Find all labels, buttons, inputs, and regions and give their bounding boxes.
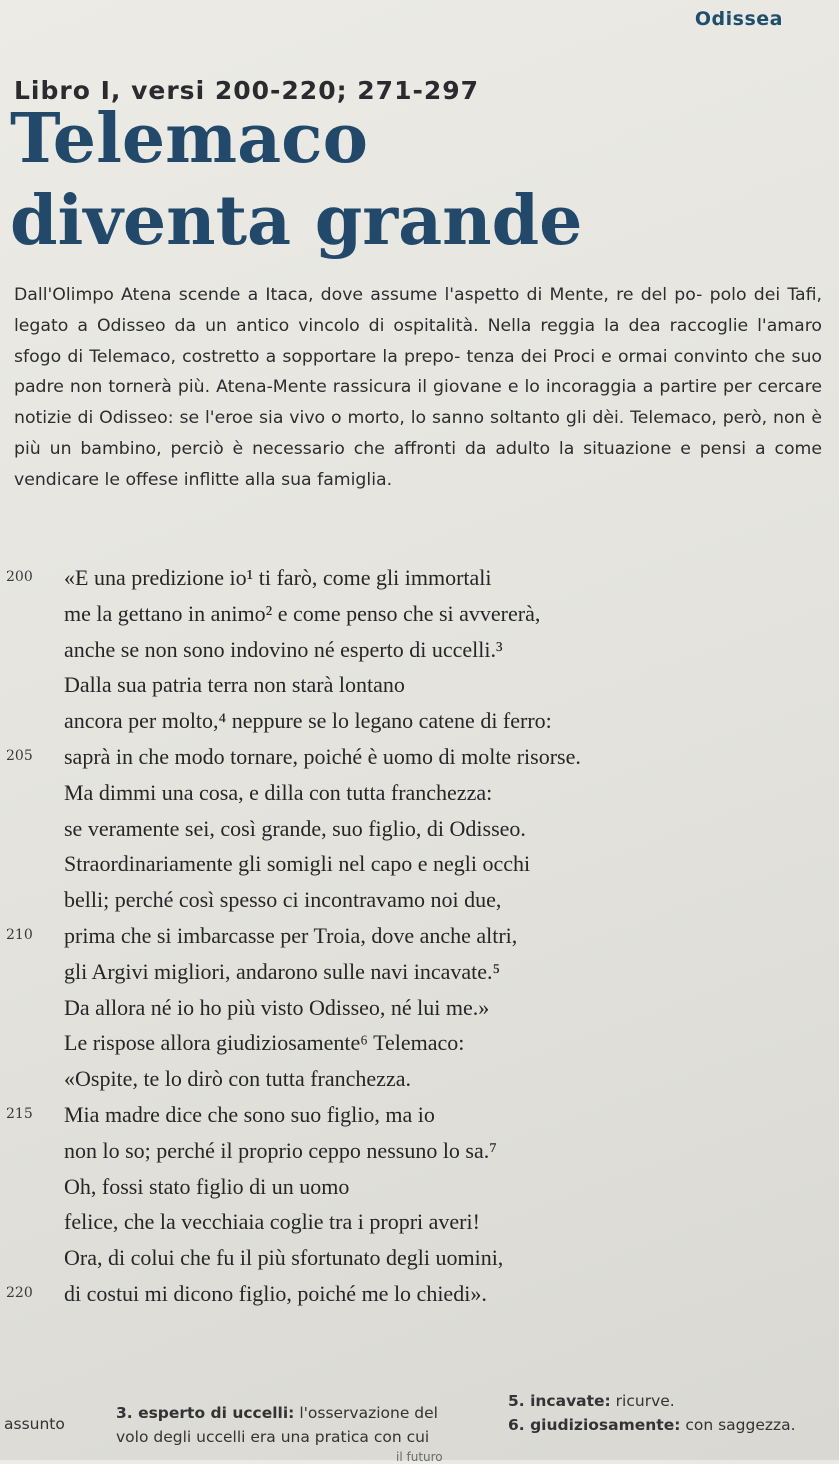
intro-line: se l'eroe sia vivo o morto, lo sanno soltanto gli dèi. Telemaco, però, non è più <box>14 408 822 459</box>
verse-text: Ma dimmi una cosa, e dilla con tutta franchezza: <box>64 779 493 805</box>
intro-line: un bambino, perciò è necessario che affronti da adulto la situazione e pensi a <box>49 438 766 459</box>
verse-line <box>0 1204 839 1240</box>
verse-text: saprà in che modo tornare, poiché è uomo di molte risorse. <box>64 743 581 769</box>
verse-text: Straordinariamente gli somigli nel capo e negli occhi <box>64 851 531 877</box>
verse-line <box>0 596 839 632</box>
verse-line <box>0 667 839 703</box>
verse-text: di costui mi dicono figlio, poiché me lo chiedi». <box>64 1280 487 1306</box>
verse-number: 220 <box>6 1284 33 1301</box>
footnote-6-text: con saggezza. <box>680 1416 796 1434</box>
footnotes <box>0 1388 839 1464</box>
footnote-3-line-2: volo degli uccelli era una pratica con cui <box>116 1428 430 1446</box>
footnote-5-text: ricurve. <box>610 1392 675 1410</box>
intro-paragraph <box>14 280 822 496</box>
verse-line <box>0 1097 839 1133</box>
verse-line <box>0 846 839 882</box>
verse-text: gli Argivi migliori, andarono sulle navi incavate.⁵ <box>64 958 501 984</box>
verse-text: se veramente sei, così grande, suo figlio, di Odisseo. <box>64 815 526 841</box>
footnote-3-line-3: il futuro <box>396 1450 443 1464</box>
verse-text: Dalla sua patria terra non starà lontano <box>64 672 405 698</box>
verse-line <box>0 560 839 596</box>
verse-line <box>0 1025 839 1061</box>
verse-line <box>0 1240 839 1276</box>
verse-number: 200 <box>6 569 33 585</box>
verse-line <box>0 632 839 668</box>
verse-text: Ora, di colui che fu il più sfortunato degli uomini, <box>64 1245 504 1271</box>
page-title <box>10 98 582 262</box>
verse-number: 205 <box>6 747 33 764</box>
verse-text: Da allora né io ho più visto Odisseo, né lui me.» <box>64 994 490 1020</box>
verse-list <box>0 560 839 1312</box>
verse-line <box>0 1061 839 1097</box>
verse-number: 215 <box>6 1105 33 1122</box>
verse-text: Mia madre dice che sono suo figlio, ma io <box>64 1101 435 1127</box>
intro-line: rassicura il giovane e lo incoraggia a partire per cercare notizie di Odisseo: <box>14 377 823 429</box>
verse-line <box>0 1169 839 1205</box>
footnote-6 <box>508 1416 796 1434</box>
footnote-5-term: 5. incavate: <box>508 1392 611 1410</box>
verse-number: 210 <box>6 926 33 943</box>
verse-line <box>0 918 839 954</box>
verse-line <box>0 954 839 990</box>
verse-text: «E una predizione io¹ ti farò, come gli immortali <box>64 565 492 590</box>
footnote-6-term: 6. giudiziosamente: <box>508 1416 681 1434</box>
intro-line: la dea raccoglie l'amaro sfogo di Telemaco, costretto a sopportare la prepo- <box>14 315 822 367</box>
verse-line <box>0 703 839 739</box>
verse-text: non lo so; perché il proprio ceppo nessuno lo sa.⁷ <box>64 1137 497 1163</box>
verse-line <box>0 1133 839 1169</box>
verse-line <box>0 990 839 1026</box>
verse-line <box>0 775 839 811</box>
footnote-2-tail: assunto <box>4 1415 65 1433</box>
intro-line: Dall'Olimpo Atena scende a Itaca, dove assume l'aspetto di Mente, re del po- <box>14 285 703 305</box>
footnote-3-text: l'osservazione del <box>294 1404 438 1422</box>
verse-text: Oh, fossi stato figlio di un uomo <box>64 1173 350 1199</box>
title-line-1: Telemaco <box>10 99 368 179</box>
verse-line <box>0 1276 839 1312</box>
verse-text: Le rispose allora giudiziosamente⁶ Telemaco: <box>64 1030 465 1056</box>
intro-line: come vendicare le offese inflitte alla sua famiglia. <box>14 438 822 490</box>
verse-line <box>0 811 839 847</box>
verse-text: anche se non sono indovino né esperto di uccelli.³ <box>64 636 503 662</box>
verse-text: me la gettano in animo² e come penso che si avvererà, <box>64 600 541 626</box>
verse-text: prima che si imbarcasse per Troia, dove anche altri, <box>64 922 518 948</box>
intro-line: polo dei Tafi, legato a Odisseo da un antico vincolo di ospitalità. Nella reggia <box>14 285 823 336</box>
verse-text: ancora per molto,⁴ neppure se lo legano catene di ferro: <box>64 708 552 734</box>
footnote-3-term: 3. esperto di uccelli: <box>116 1404 295 1422</box>
running-head: Odissea <box>694 8 783 30</box>
footnote-3 <box>116 1404 438 1422</box>
verse-line <box>0 882 839 918</box>
intro-line: tenza dei Proci e ormai convinto che suo padre non tornerà più. Atena-Mente <box>14 346 822 398</box>
verse-text: «Ospite, te lo dirò con tutta franchezza. <box>64 1066 411 1092</box>
section-reference: Libro I, versi 200-220; 271-297 <box>14 76 480 105</box>
verse-text: belli; perché così spesso ci incontravamo noi due, <box>64 887 502 913</box>
verse-line <box>0 739 839 775</box>
title-line-2: diventa grande <box>10 181 583 261</box>
verse-text: felice, che la vecchiaia coglie tra i propri averi! <box>64 1209 480 1235</box>
footnote-5 <box>508 1392 675 1410</box>
